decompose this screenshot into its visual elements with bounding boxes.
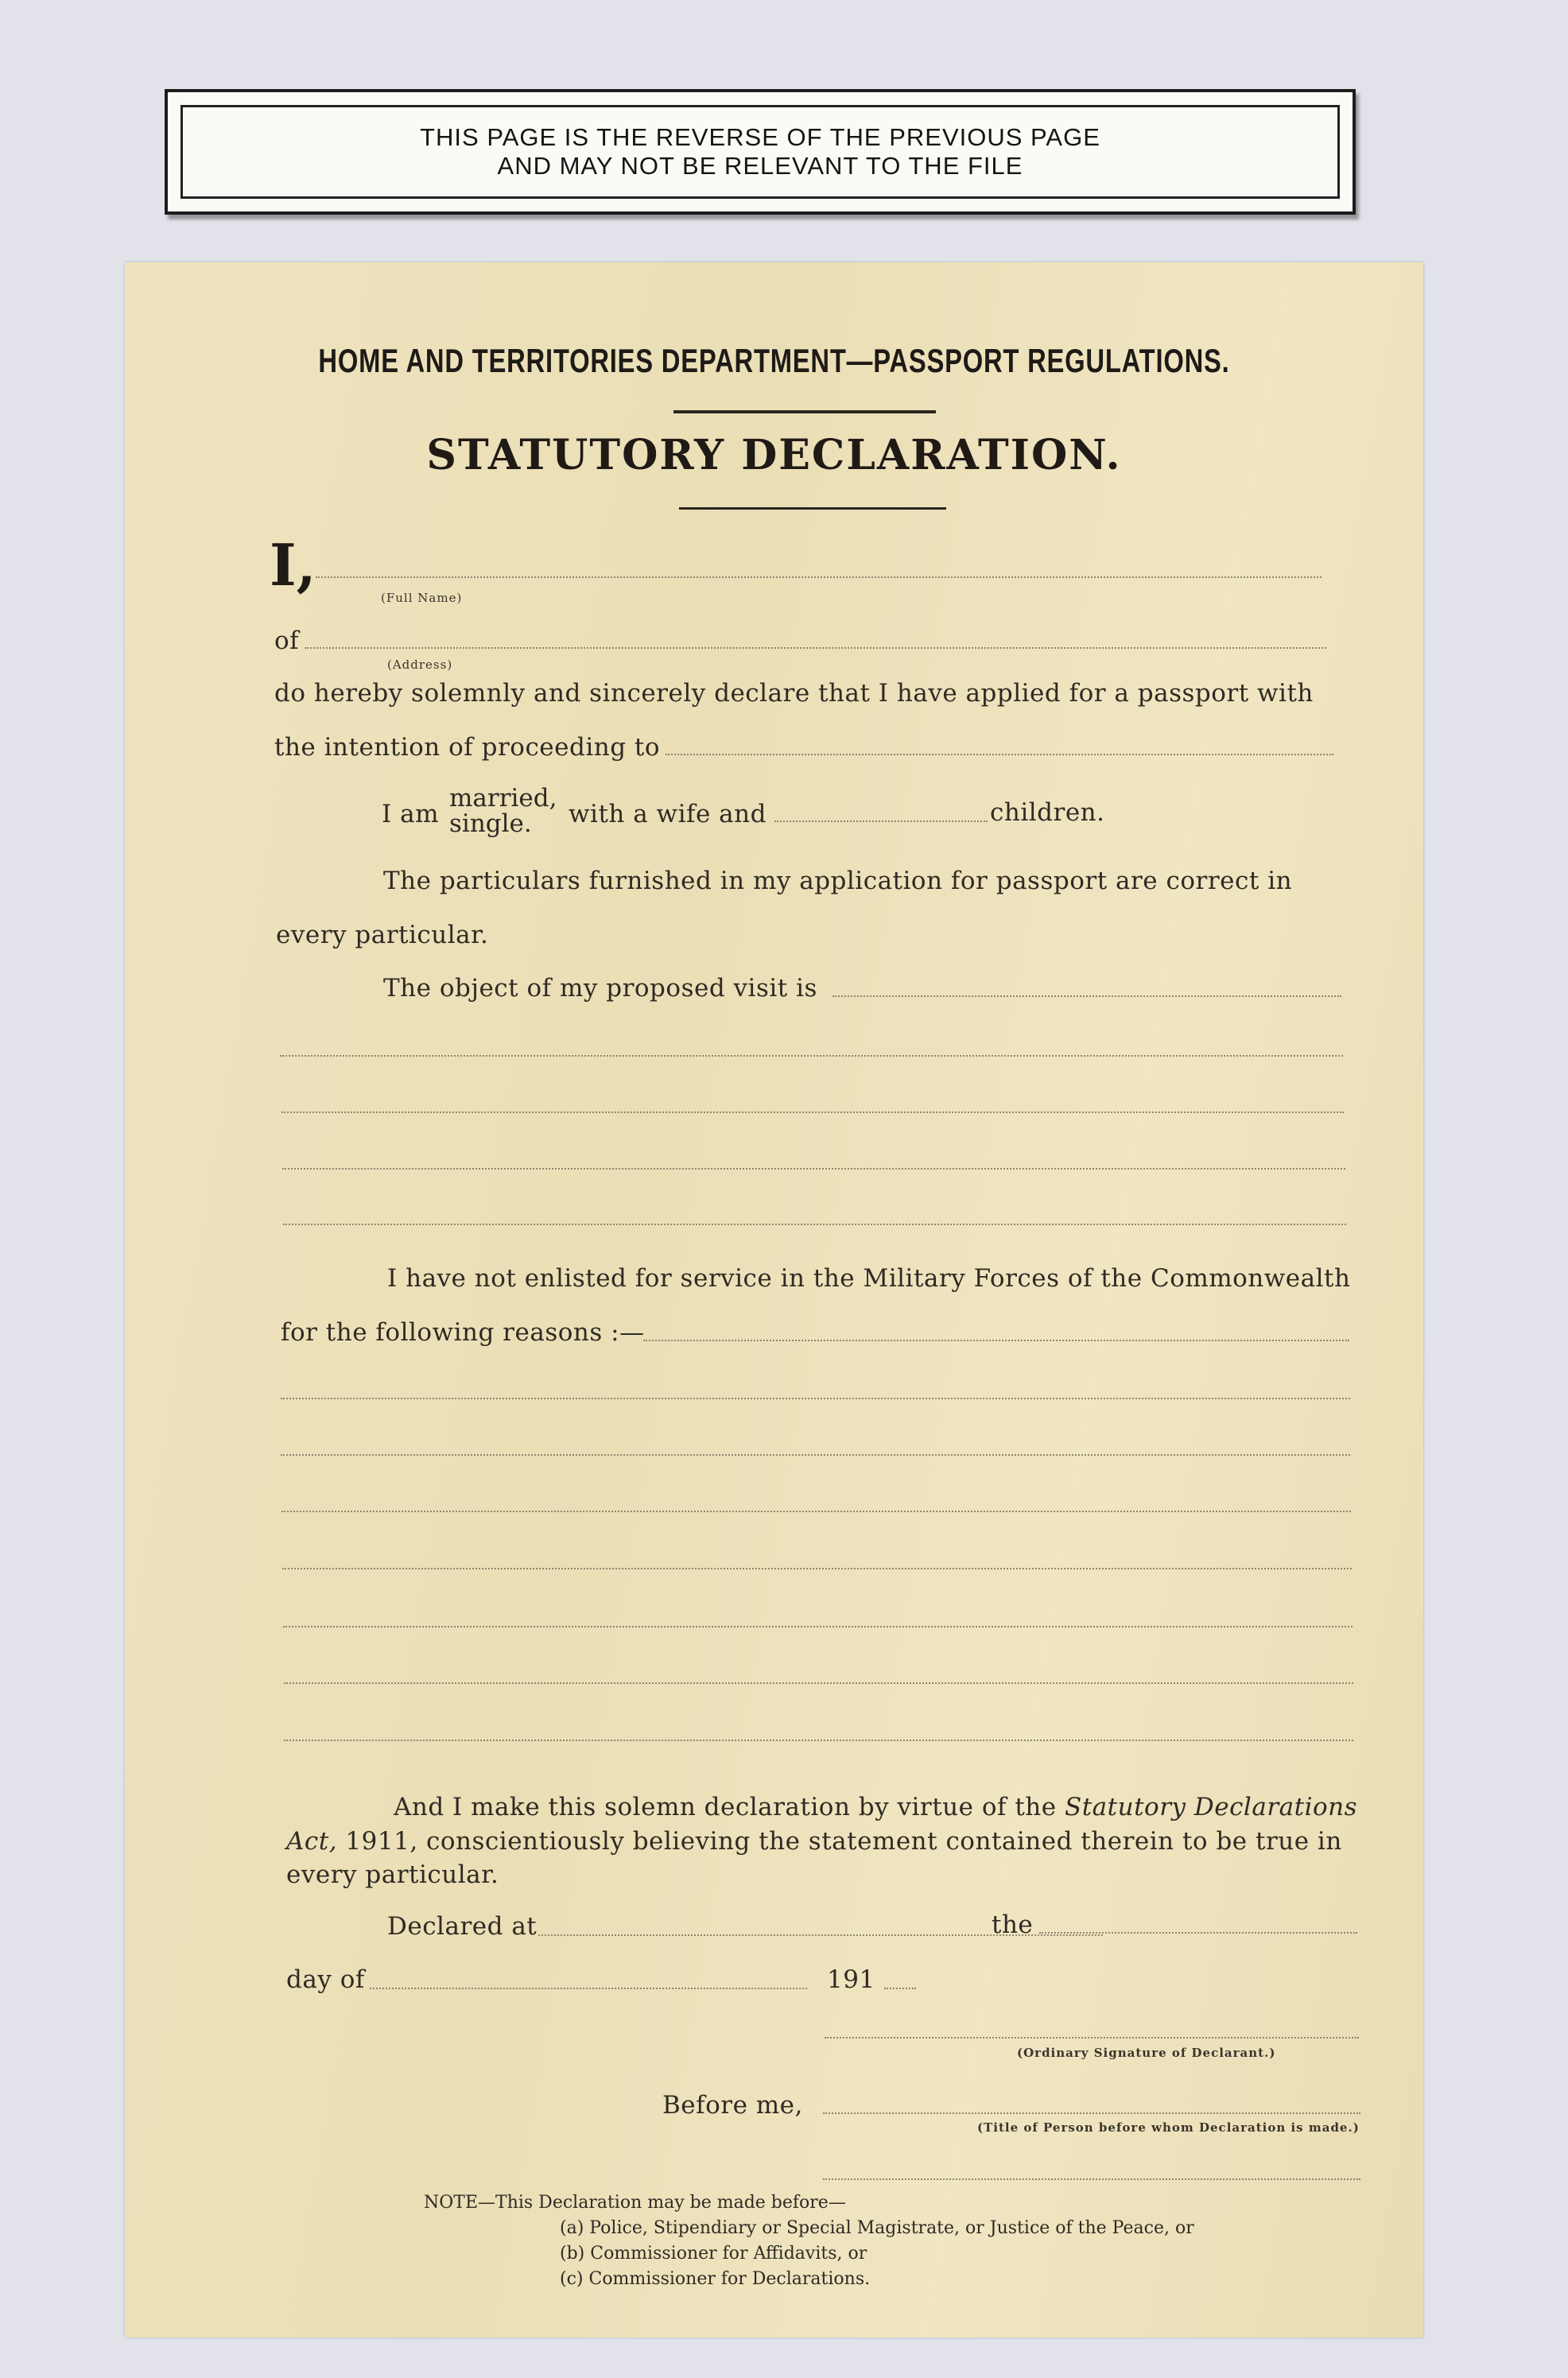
children-count-field[interactable] <box>774 820 988 822</box>
full-name-caption: (Full Name) <box>381 591 463 605</box>
note-heading: NOTE—This Declaration may be made before— <box>424 2193 846 2213</box>
witness-signature-field[interactable] <box>823 2112 1360 2114</box>
object-visit-label: The object of my proposed visit is <box>383 974 817 1003</box>
year-suffix-field[interactable] <box>884 1988 916 1989</box>
solemn-line-3: every particular. <box>286 1860 499 1889</box>
notice-line-1: THIS PAGE IS THE REVERSE OF THE PREVIOUS PAGE <box>420 123 1100 151</box>
reasons-line-6[interactable] <box>283 1626 1353 1627</box>
day-of-label: day of <box>286 1965 365 1994</box>
signature-caption: (Ordinary Signature of Declarant.) <box>1017 2046 1276 2060</box>
reasons-line-8[interactable] <box>284 1740 1353 1741</box>
address-field[interactable] <box>305 647 1326 649</box>
reasons-line-4[interactable] <box>281 1511 1351 1512</box>
year-prefix: 191 <box>827 1965 875 1994</box>
particulars-line-2: every particular. <box>276 921 489 949</box>
reasons-line-7[interactable] <box>284 1682 1353 1684</box>
form-title: STATUTORY DECLARATION. <box>426 431 1122 479</box>
declaration-form-page <box>125 262 1423 2337</box>
month-field[interactable] <box>370 1988 807 1989</box>
i-am-label: I am <box>382 800 439 828</box>
full-name-field[interactable] <box>316 576 1322 578</box>
act-name: Statutory Declarations <box>1064 1793 1358 1821</box>
note-item-a: (a) Police, Stipendiary or Special Magistrate, or Justice of the Peace, or <box>560 2218 1194 2238</box>
marital-status-options <box>449 786 557 836</box>
title-of-person-caption: (Title of Person before whom Declaration is made.) <box>977 2120 1360 2135</box>
enlisted-line-2: for the following reasons :— <box>281 1318 645 1347</box>
enlisted-line-1: I have not enlisted for service in the Military Forces of the Commonwealth <box>387 1264 1351 1293</box>
solemn-line-1 <box>394 1793 1357 1821</box>
single-option: single. <box>449 809 532 838</box>
reasons-line-2[interactable] <box>281 1398 1350 1399</box>
of-label: of <box>274 627 300 655</box>
solemn-line-1-text: And I make this solemn declaration by virtue of the <box>394 1793 1057 1821</box>
object-visit-line-2[interactable] <box>280 1055 1343 1057</box>
with-wife-label: with a wife and <box>569 800 767 828</box>
married-option: married, <box>449 784 557 813</box>
address-caption: (Address) <box>387 658 453 672</box>
note-item-c: (c) Commissioner for Declarations. <box>560 2269 871 2289</box>
heading-divider <box>673 410 936 413</box>
declaration-line-1: do hereby solemnly and sincerely declare that I have applied for a passport with <box>274 679 1314 708</box>
particulars-line-1: The particulars furnished in my application for passport are correct in <box>383 867 1293 895</box>
object-visit-line-3[interactable] <box>281 1111 1344 1113</box>
reasons-field[interactable] <box>643 1340 1349 1341</box>
archive-notice-frame <box>180 105 1340 199</box>
reasons-line-5[interactable] <box>282 1568 1352 1569</box>
declaration-line-2: the intention of proceeding to <box>274 733 661 762</box>
day-field[interactable] <box>1039 1932 1357 1934</box>
archive-notice-banner <box>165 89 1356 215</box>
notice-line-2: AND MAY NOT BE RELEVANT TO THE FILE <box>497 152 1023 180</box>
note-item-b: (b) Commissioner for Affidavits, or <box>560 2244 867 2264</box>
i-label: I, <box>270 531 316 599</box>
witness-title-field[interactable] <box>823 2178 1360 2180</box>
declarant-signature-field[interactable] <box>825 2037 1359 2039</box>
the-label: the <box>992 1911 1034 1939</box>
before-me-label: Before me, <box>662 2091 803 2120</box>
solemn-line-2 <box>286 1827 1342 1856</box>
object-visit-field[interactable] <box>833 995 1341 997</box>
act-label: Act, <box>286 1827 338 1856</box>
object-visit-line-4[interactable] <box>282 1168 1345 1170</box>
department-heading: HOME AND TERRITORIES DEPARTMENT—PASSPORT REGULATIONS. <box>318 342 1230 379</box>
reasons-line-3[interactable] <box>281 1454 1350 1456</box>
children-label: children. <box>990 798 1105 827</box>
title-divider <box>679 507 946 510</box>
solemn-line-2-text: 1911, conscientiously believing the statement contained therein to be true in <box>345 1827 1342 1856</box>
destination-field[interactable] <box>666 754 1333 755</box>
object-visit-line-5[interactable] <box>283 1224 1346 1225</box>
declared-at-label: Declared at <box>387 1912 538 1941</box>
